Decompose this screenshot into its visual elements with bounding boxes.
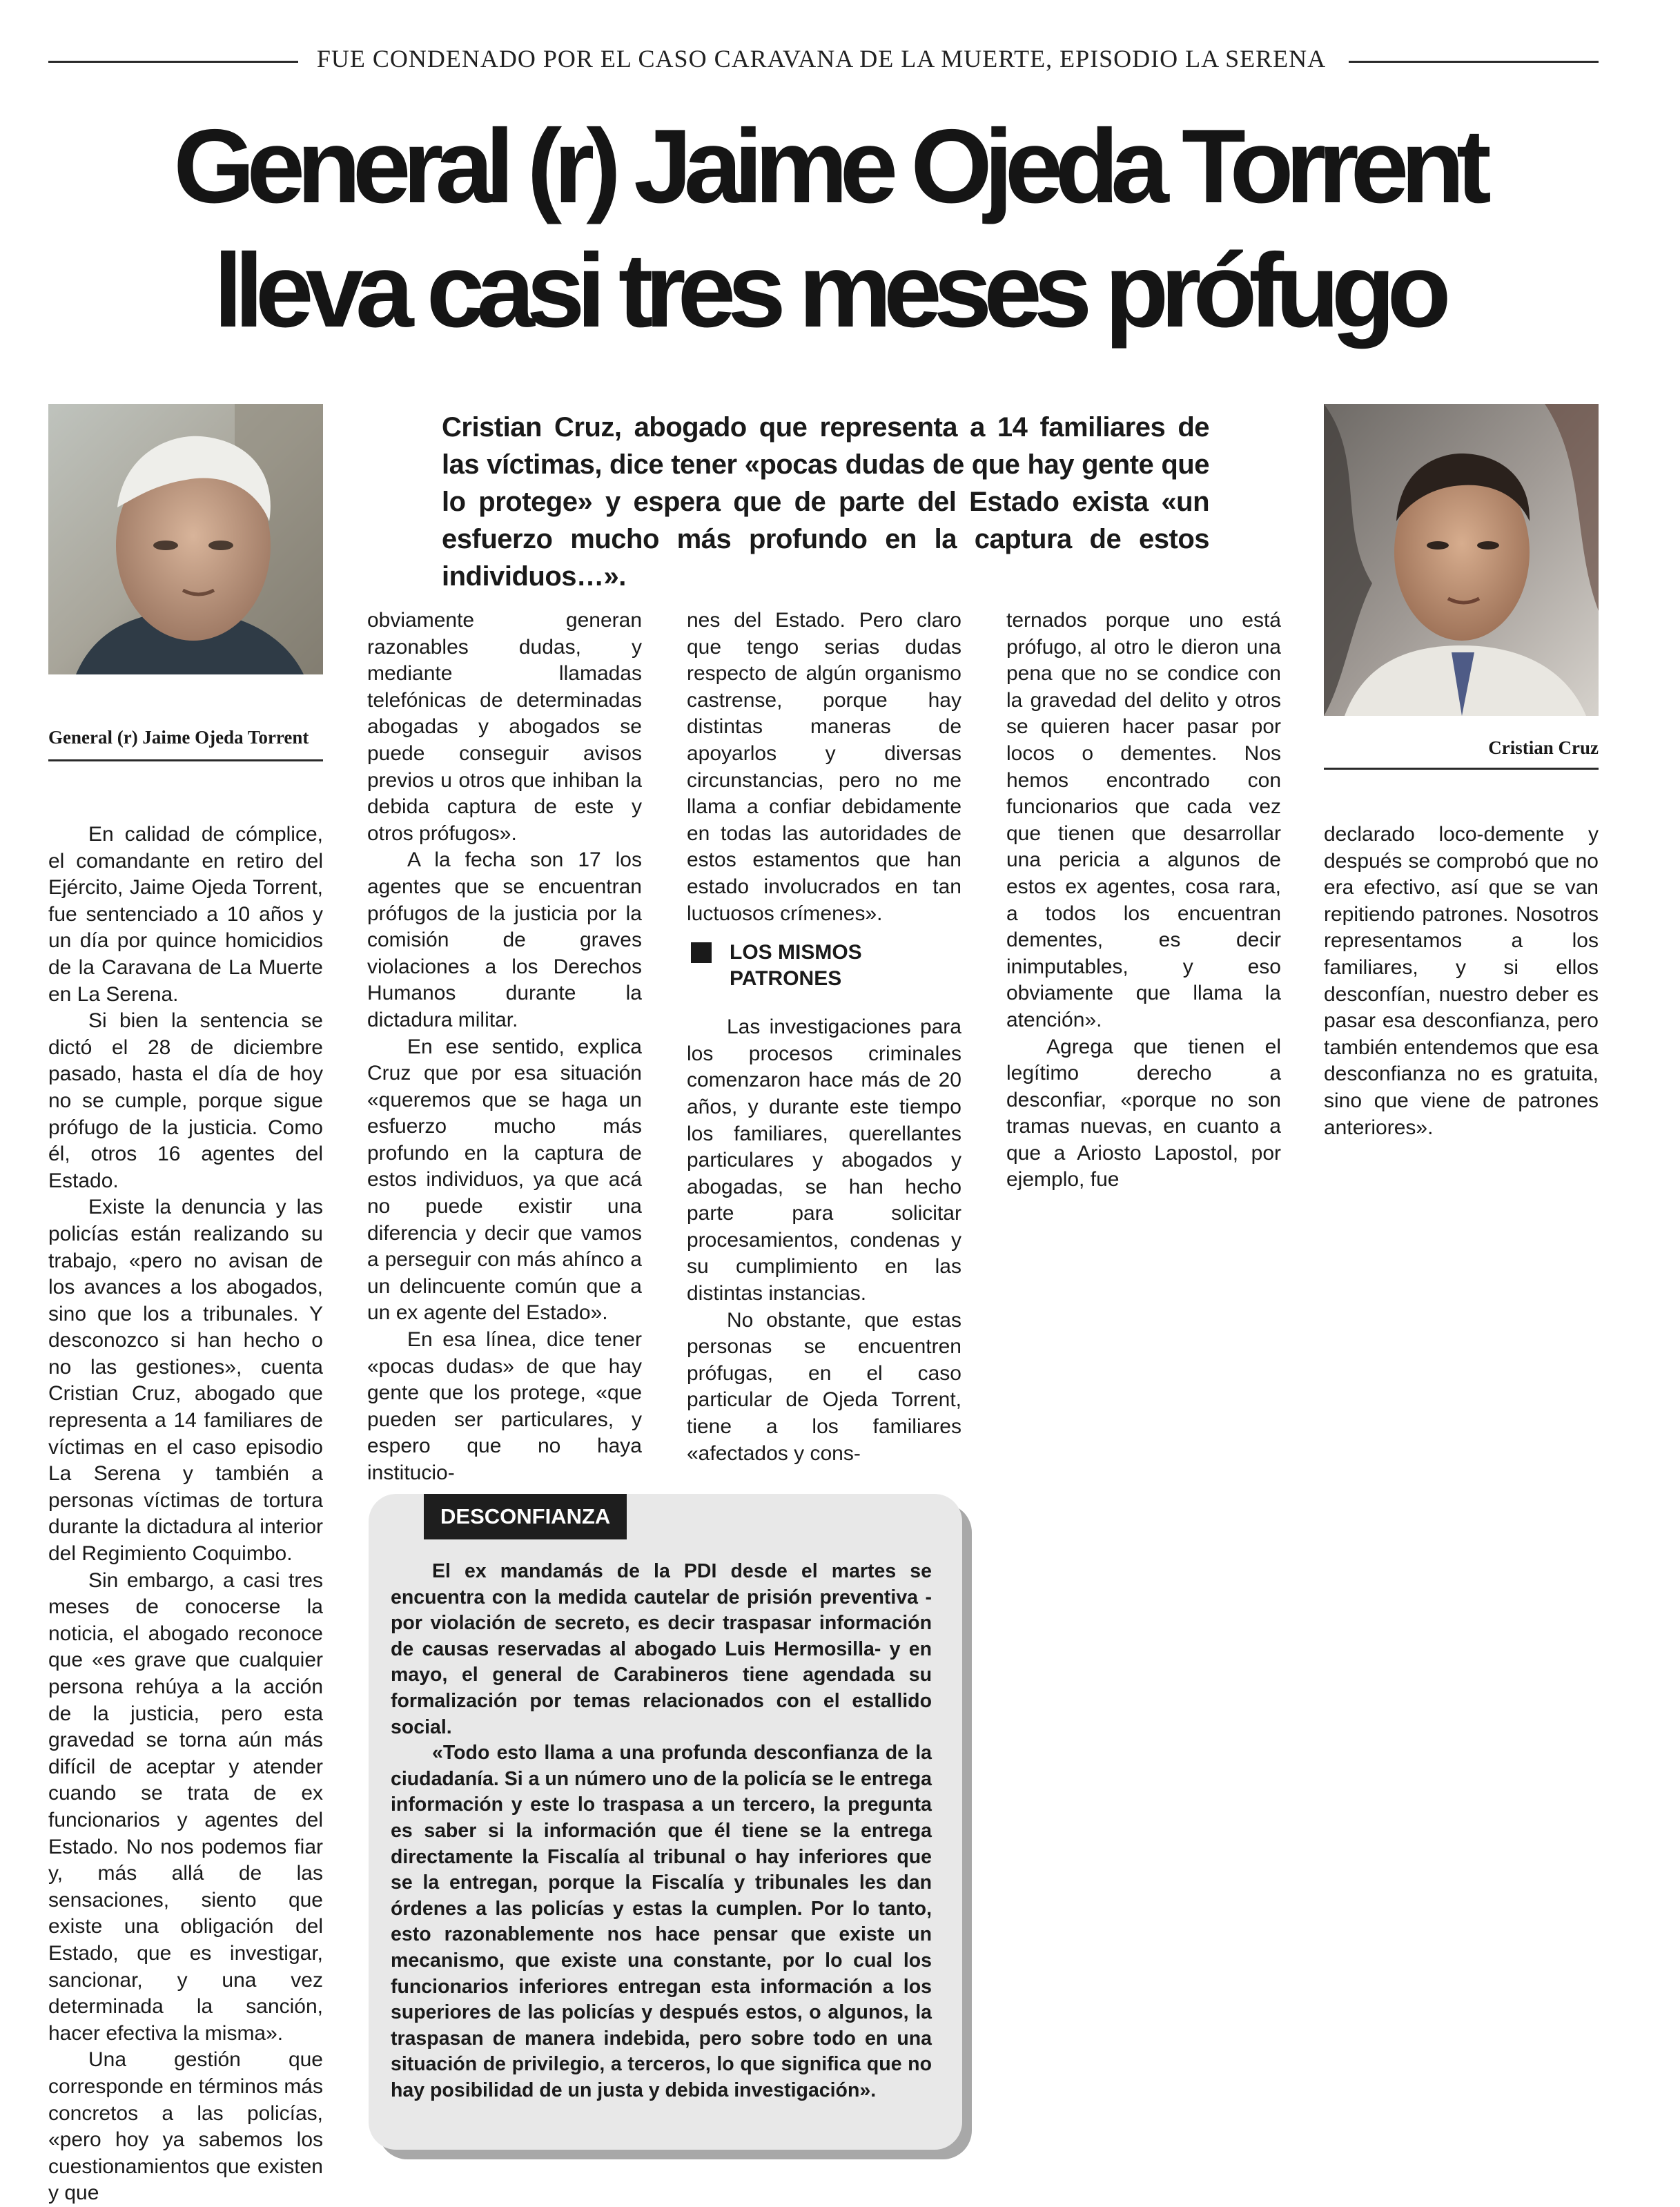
article-lead: Cristian Cruz, abogado que representa a 14 familiares de las víctimas, dice tener «pocas dudas de que hay gente que lo protege» y espera que de parte del Estado exista «un esfuerzo mucho más profundo en la captura de estos individuos…». [442, 412, 1209, 592]
headline-line-2: lleva casi tres meses prófugo [213, 232, 1443, 349]
paragraph: nes del Estado. Pero claro que tengo serias dudas respecto de algún organismo castrense, porque hay distintas maneras de apoyarlos y diversas circunstancias, pero no me llama a confiar debidamente en todas las autoridades de estos estamentos que han estado involucrados en tan luctuosos crímenes». [687, 609, 961, 925]
paragraph: En esa línea, dice tener «pocas dudas» de que hay gente que los protege, «que pueden ser particulares, y espero que no haya institucio- [367, 1328, 642, 1484]
article-column-2 [367, 607, 642, 1487]
sidebar-text [391, 1559, 932, 2103]
subhead-text: LOS MISMOS PATRONES [730, 941, 862, 991]
paragraph: A la fecha son 17 los agentes que se encuentran prófugos de la justicia por la comisión de graves violaciones a los Derechos Humanos durante la dictadura militar. [367, 848, 642, 1031]
paragraph: declarado loco-demente y después se comprobó que no era efectivo, así que se van repitiendo patrones. Nosotros representamos a los familiares, y si ellos desconfían, nuestro deber es pasar esa desconfianza, pero también entendemos que esa desconfianza no es gratuita, sino que viene de patrones anteriores». [1324, 823, 1599, 1139]
paragraph: ternados porque uno está prófugo, al otro le dieron una pena que no se condice con la gravedad del delito y otros se quieren hacer pasar por locos o dementes. Nos hemos encontrado con funcionarios que cada vez que tienen que desarrollar una pericia a algunos de estos ex agentes, cosa rara, a todos los encuentran dementes, es decir inimputables, y eso obviamente que llama la atención». [1006, 609, 1281, 1031]
article-column-1 [48, 821, 323, 2207]
subhead-square-bullet [691, 942, 712, 963]
portrait-photo-cristian-cruz [1324, 404, 1599, 716]
paragraph: obviamente generan razonables dudas, y mediante llamadas telefónicas de determinadas abogadas y abogados se puede conseguir avisos previos u otros que inhiban la debida captura de este y otros prófugos». [367, 609, 642, 845]
caption-rule-left [48, 759, 323, 761]
kicker: FUE CONDENADO POR EL CASO CARAVANA DE LA MUERTE, EPISODIO LA SERENA [316, 45, 1327, 72]
kicker-rule-left [48, 61, 298, 63]
article-column-4 [1006, 607, 1281, 1194]
sidebar-paragraph: El ex mandamás de la PDI desde el martes se encuentra con la medida cautelar de prisión preventiva -por violación de secreto, es decir traspasar información de causas reservadas al abogado Luis Hermosilla- y en mayo, el general de Carabineros tiene agendada su formalización por temas relacionados con el estallido social. [391, 1560, 932, 1738]
caption-rule-right [1324, 768, 1599, 770]
paragraph: Las investigaciones para los procesos criminales comenzaron hace más de 20 años, y durante este tiempo los familiares, querellantes particulares y abogados y abogadas, se han hecho parte para solicitar procesamientos, condenas y su cumplimiento en las distintas instancias. [687, 1015, 961, 1305]
paragraph: En calidad de cómplice, el comandante en retiro del Ejército, Jaime Ojeda Torrent, fue sentenciado a 10 años y un día por quince homicidios de la Caravana de La Muerte en La Serena. [48, 823, 323, 1006]
paragraph: No obstante, que estas personas se encuentren prófugas, en el caso particular de Ojeda Torrent, tiene a los familiares «afectados y cons- [687, 1308, 961, 1465]
paragraph: En ese sentido, explica Cruz que por esa situación «queremos que se haga un esfuerzo mucho más profundo en la captura de estos individuos, ya que acá no puede existir una diferencia y decir que vamos a perseguir con más ahínco a un delincuente común que a un ex agente del Estado». [367, 1035, 642, 1325]
article-column-3 [687, 607, 961, 1467]
paragraph: Si bien la sentencia se dictó el 28 de diciembre pasado, hasta el día de hoy no se cumple, porque sigue prófugo de la justicia. Como él, otros 16 agentes del Estado. [48, 1009, 323, 1192]
article-column-5 [1324, 821, 1599, 1141]
portrait-photo-general [48, 404, 323, 674]
paragraph: Sin embargo, a casi tres meses de conocerse la noticia, el abogado reconoce que «es grave que cualquier persona rehúya a la acción de la justicia, pero esta gravedad se torna aún más difícil de aceptar y atender cuando se trata de ex funcionarios y agentes del Estado. No nos podemos fiar y, más allá de las sensaciones, siento que existe una obligación del Estado, que es investigar, sancionar, y una vez determinada la sanción, hacer efectiva la misma». [48, 1568, 323, 2045]
photo-caption-general: General (r) Jaime Ojeda Torrent [48, 727, 309, 748]
photo-caption-cristian-cruz: Cristian Cruz [1488, 737, 1599, 758]
kicker-rule-right [1349, 61, 1599, 63]
sidebar-tag: DESCONFIANZA [424, 1494, 627, 1539]
sidebar-paragraph: «Todo esto llama a una profunda desconfianza de la ciudadanía. Si a un número uno de la policía se le entrega información y este lo traspasa a un tercero, la pregunta es saber si la información que él tiene se la entrega directamente la Fiscalía al tribunal o hay inferiores que se la entregan, porque la Fiscalía y tribunales les dan órdenes a las policías y estas la cumplen. Por lo tanto, esto razonablemente nos hace pensar que existe un mecanismo, que existe una constante, por lo cual los funcionarios inferiores entregan esta información a los superiores de las policías y después estos, o algunos, la traspasan de manera indebida, pero sobre todo en una situación de privilegio, a terceros, lo que significa que no hay posibilidad de un justa y debida investigación». [391, 1742, 932, 2101]
paragraph: Una gestión que corresponde en términos más concretos a las policías, «pero hoy ya sabemos los cuestionamientos que existen y que [48, 2048, 323, 2205]
paragraph: Existe la denuncia y las policías están realizando su trabajo, «pero no avisan de los avances a los abogados, sino que los a tribunales. Y desconozco si han hecho o no las gestiones», cuenta Cristian Cruz, abogado que representa a 14 familiares de víctimas en el caso episodio La Serena y también a personas víctimas de tortura durante la dictadura al interior del Regimiento Coquimbo. [48, 1196, 323, 1566]
headline-line-1: General (r) Jaime Ojeda Torrent [173, 108, 1483, 225]
section-subhead [687, 940, 961, 992]
paragraph: Agrega que tienen el legítimo derecho a desconfiar, «porque no son tramas nuevas, en cuanto a que a Ariosto Lapostol, por ejemplo, fue [1006, 1035, 1281, 1192]
